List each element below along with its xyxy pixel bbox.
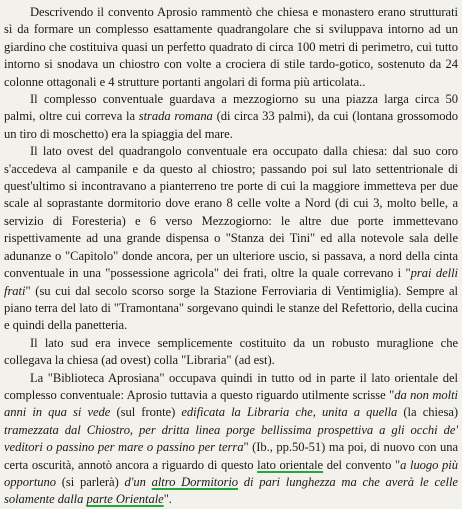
text-run: " (Ib., pp.50-51) ma poi, di nuovo con una certa oscurità, annotò ancora a riguardo di questo	[4, 440, 458, 472]
document-body	[4, 4, 458, 509]
text-run: lato orientale	[257, 457, 324, 472]
paragraph-5	[4, 370, 458, 509]
text-run: (si parlerà)	[56, 474, 125, 489]
paragraph-2	[4, 91, 458, 143]
paragraph-4	[4, 335, 458, 370]
text-run: Il lato sud era invece semplicemente costituito da un robusto muraglione che collegava la chiesa (ad ovest) colla "Libraria" (ad est).	[4, 335, 458, 368]
text-run: tramezzata dal Chiostro, per dritta linea porge bellissima prospettiva a gli occhi de' veditori o passino per mare o passino per terra	[4, 422, 458, 455]
text-run: edificata la Libraria che, unita a quella	[181, 405, 398, 420]
text-run: (di circa 33 palmi), da cui (lontana grossomodo un tiro di moschetto) era la spiaggia del mare.	[4, 109, 458, 141]
text-run: di pari lunghezza ma che averà le celle solamente dalla	[4, 474, 458, 507]
text-run: (la chiesa)	[397, 405, 458, 420]
text-run: Descrivendo il convento Aprosio rammentò che chiesa e monastero erano strutturati sì da formare un complesso esattamente quadrangolare che si sviluppava intorno ad un giardino che costituiva quasi un perfetto quadrato di circa 100 metri di perimetro, cui tutto intorno si snodava un chiostro con volte a crociera di stile tardo-gotico, sostenuto da 24 colonne ottagonali e 4 strutture portanti angolari di forma più articolata..	[4, 5, 458, 89]
text-run: prai delli frati	[4, 266, 459, 298]
paragraph-3	[4, 143, 458, 334]
text-run: " (su cui dal secolo scorso sorge la Stazione Ferroviaria di Ventimiglia). Sempre al piano terra del lato di "Tramontana" sorgevano quindi le stanze del Refettorio, della cucina e quindi della panetteria.	[4, 283, 458, 333]
text-run: da non molti anni in qua si vede	[4, 387, 458, 420]
text-run: ".	[163, 492, 172, 507]
text-run: Il complesso conventuale guardava a mezzogiorno su una piazza larga circa 50 palmi, oltre cui correva la	[4, 92, 458, 124]
text-run: Il lato ovest del quadrangolo conventuale era occupato dalla chiesa: dal suo coro s'accedeva al campanile e da questo al chiostro; passando poi sul lato settentrionale di quest'ultimo si incontravano a pianterreno tre porte di cui la maggiore immetteva per due scale al soprastante dormitorio dove erano 8 celle volte a Nord (di cui 3, molto belle, a servizio di Foresteria) e 6 verso Mezzogiorno: le altre due porte immettevano rispettivamente ad una grande dispensa o "Stanza dei Tini" ed alla notevole sala delle adunanze o "Capitolo" donde ancora, per un ulteriore uscio, si passava, a nord della cinta conventuale in una "possessione agricola" dei frati, oltre la quale correvano i "	[4, 144, 458, 281]
text-run: altro Dormitorio	[151, 474, 239, 489]
paragraph-1	[4, 4, 458, 91]
text-run: (sul fronte)	[110, 405, 182, 420]
text-run: parte Orientale	[86, 492, 164, 507]
text-run: a luogo più opportuno	[4, 457, 459, 489]
text-run: d'un	[124, 474, 152, 489]
text-run: La "Biblioteca Aprosiana" occupava quindi in tutto od in parte il lato orientale del complesso conventuale: Aprosio tuttavia a questo riguardo utilmente scrisse "	[4, 370, 458, 402]
text-run: strada romana	[138, 109, 213, 124]
text-run: del convento "	[323, 457, 401, 472]
